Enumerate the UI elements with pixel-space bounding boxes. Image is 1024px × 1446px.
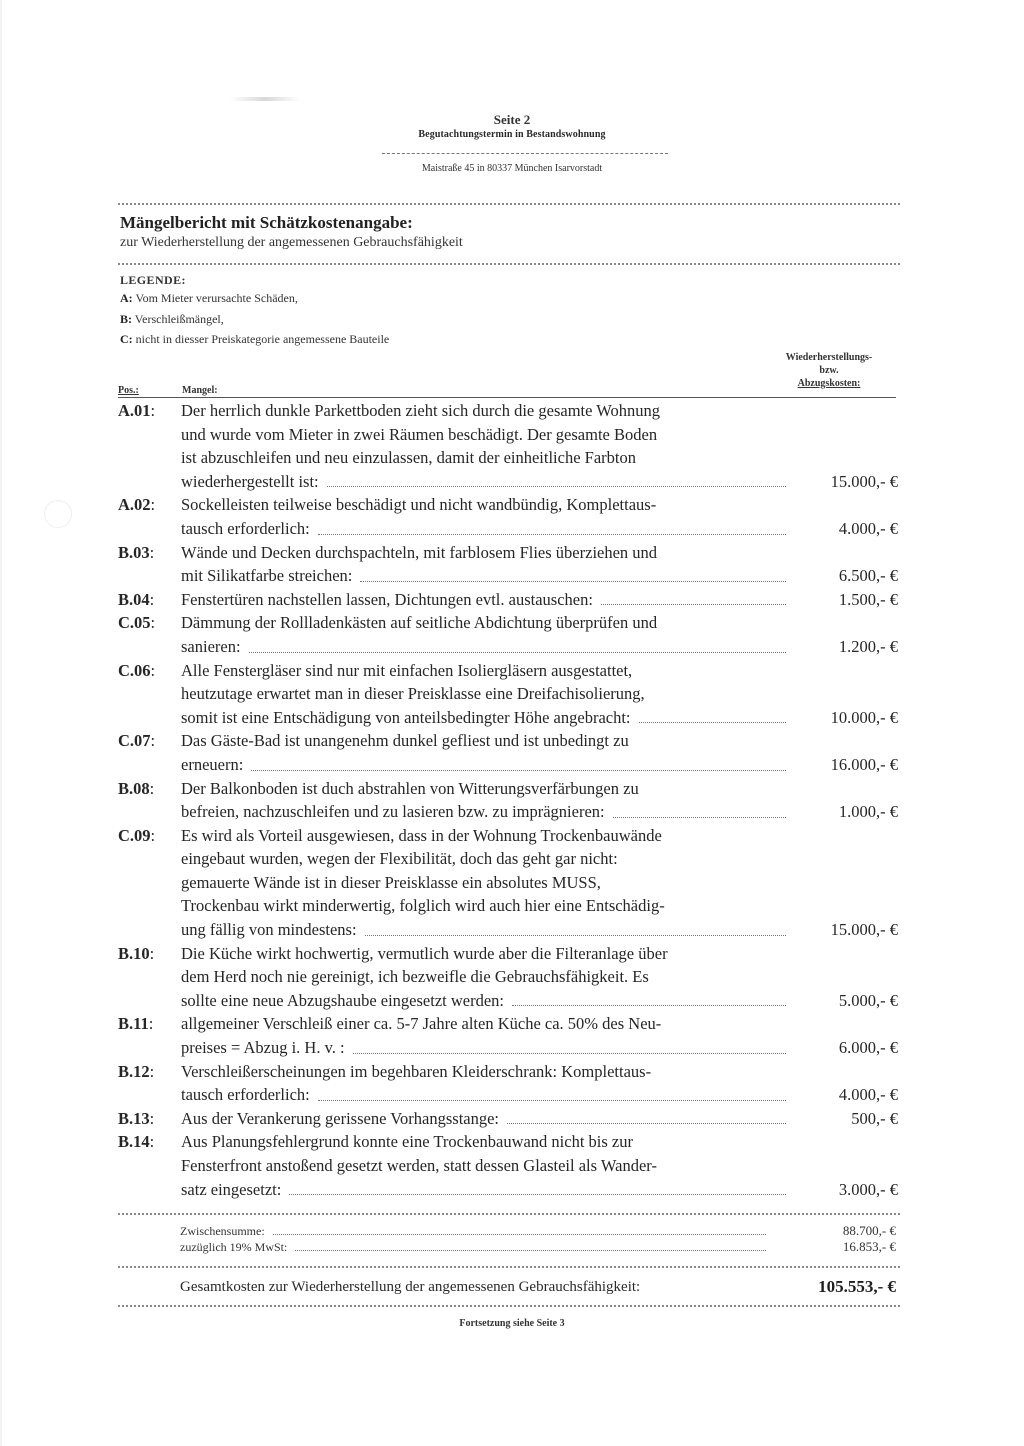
item-cost: 16.000,- € — [830, 754, 898, 774]
item-description-text: Es wird als Vorteil ausgewiesen, dass in der Wohnung Trockenbauwände — [181, 825, 662, 845]
legend-key: B: — [120, 312, 132, 326]
dot-leader — [512, 989, 786, 1007]
item-position-colon: : — [148, 1014, 154, 1034]
item-description-line — [181, 894, 788, 918]
column-header-cost-line: bzw. — [819, 365, 839, 376]
item-position-colon: : — [150, 495, 156, 515]
subtotal-row — [180, 1223, 896, 1239]
defect-item — [118, 588, 900, 612]
item-position — [118, 493, 181, 540]
dot-leader — [360, 564, 786, 582]
item-description-text: tausch erforderlich: — [181, 1085, 310, 1105]
item-position-code: C.05 — [118, 613, 151, 633]
item-cost: 6.000,- € — [838, 1038, 898, 1058]
item-position-code: B.13 — [118, 1108, 150, 1128]
item-description-text: ist abzuschleifen und neu einzulassen, damit der einheitliche Farbton — [181, 448, 636, 468]
item-description — [181, 588, 788, 612]
item-description — [181, 942, 788, 1013]
item-position-code: B.08 — [118, 778, 150, 798]
item-cost: 1.200,- € — [838, 636, 898, 656]
item-description-line — [181, 965, 788, 989]
dot-leader — [318, 517, 786, 535]
scan-artifact — [230, 97, 300, 101]
item-description — [181, 493, 788, 540]
item-position-colon: : — [149, 1108, 155, 1128]
item-description-text: Sockelleisten teilweise beschädigt und nicht wandbündig, Komplettaus- — [181, 495, 657, 515]
item-position-code: B.04 — [118, 589, 150, 609]
item-position-colon: : — [149, 1132, 155, 1152]
item-description-text: eingebaut wurden, wegen der Flexibilität, doch das geht gar nicht: — [181, 849, 618, 869]
dot-leader — [327, 470, 786, 488]
item-description-text: satz eingesetzt: — [181, 1179, 282, 1199]
defect-item — [118, 1107, 900, 1131]
item-position-code: B.12 — [118, 1061, 150, 1081]
vat-value: 16.853,- € — [842, 1239, 896, 1254]
legend-entry — [120, 291, 298, 306]
table-header-rule — [118, 397, 896, 398]
item-position — [118, 399, 181, 493]
legend-entry — [120, 332, 389, 347]
item-description-text: befreien, nachzuschleifen und zu lasieren bzw. zu imprägnieren: — [181, 802, 605, 822]
item-description-text: Aus der Verankerung gerissene Vorhangsstange: — [181, 1108, 500, 1128]
item-description-line — [181, 517, 788, 541]
column-header-cost — [760, 351, 898, 390]
item-position — [118, 1107, 181, 1131]
item-description-text: wiederhergestellt ist: — [181, 471, 319, 491]
summary-block — [180, 1223, 896, 1255]
item-position-code: C.06 — [118, 660, 151, 680]
item-description-line — [181, 423, 788, 447]
legend-title: LEGENDE: — [120, 273, 186, 287]
scan-edge — [0, 0, 2, 1446]
item-description-line — [181, 446, 788, 470]
item-description-text: gemauerte Wände ist in dieser Preisklasse ein absolutes MUSS, — [181, 872, 601, 892]
dot-leader — [365, 918, 786, 936]
defect-item — [118, 493, 900, 540]
item-position-code: B.03 — [118, 542, 150, 562]
item-description-line — [181, 1178, 788, 1202]
item-description-line — [181, 729, 788, 753]
item-description-text: Fensterfront anstoßend gesetzt werden, statt dessen Glasteil als Wander- — [181, 1156, 657, 1175]
item-description-text: somit ist eine Entschädigung von anteilsbedingter Höhe angebracht: — [181, 707, 631, 727]
item-position — [118, 588, 181, 612]
total-label: Gesamtkosten zur Wiederherstellung der angemessenen Gebrauchsfähigkeit: — [180, 1279, 641, 1295]
item-position — [118, 1130, 181, 1201]
defect-item — [118, 942, 900, 1013]
item-position-colon: : — [149, 943, 155, 963]
column-header-pos: Pos.: — [118, 385, 139, 396]
total-value: 105.553,- € — [818, 1277, 896, 1296]
dot-leader — [251, 753, 786, 771]
item-position-colon: : — [149, 542, 155, 562]
item-cost: 10.000,- € — [830, 707, 898, 727]
dot-leader — [639, 706, 786, 724]
item-description-line — [181, 706, 788, 730]
section-divider — [118, 263, 900, 265]
item-description-text: Fenstertüren nachstellen lassen, Dichtungen evtl. austauschen: — [181, 589, 593, 609]
item-description-text: Dämmung der Rollladenkästen auf seitliche Abdichtung überprüfen und — [181, 613, 658, 633]
item-cost: 4.000,- € — [838, 1085, 898, 1105]
item-description — [181, 659, 788, 730]
item-position — [118, 541, 181, 588]
item-description-text: Wände und Decken durchspachteln, mit farblosem Flies überziehen und — [181, 542, 658, 562]
dot-leader — [289, 1178, 786, 1196]
item-description — [181, 1107, 788, 1131]
defect-item — [118, 729, 900, 776]
item-description-text: allgemeiner Verschleiß einer ca. 5-7 Jahre alten Küche ca. 50% des Neu- — [181, 1014, 662, 1034]
item-description-text: Trockenbau wirkt minderwertig, folglich wird auch hier eine Entschädig- — [181, 896, 665, 916]
item-description-line — [181, 635, 788, 659]
item-description-line — [181, 1012, 788, 1036]
defect-list — [118, 399, 900, 1201]
item-description-line — [181, 800, 788, 824]
item-description-line — [181, 942, 788, 966]
item-description-text: tausch erforderlich: — [181, 518, 310, 538]
item-cost: 4.000,- € — [838, 518, 898, 538]
item-description — [181, 777, 788, 824]
item-description-line — [181, 1036, 788, 1060]
item-description-text: Der Balkonboden ist duch abstrahlen von Witterungsverfärbungen zu — [181, 778, 639, 798]
defect-item — [118, 399, 900, 493]
item-description-line — [181, 871, 788, 895]
dot-leader — [601, 588, 786, 606]
legend-text: Vom Mieter verursachte Schäden, — [135, 291, 298, 305]
header-divider — [382, 153, 668, 154]
item-description — [181, 824, 788, 942]
item-description-line — [181, 564, 788, 588]
item-position-code: C.09 — [118, 825, 151, 845]
item-description-line — [181, 399, 788, 423]
item-description-line — [181, 1060, 788, 1084]
legend-text: nicht in diesser Preiskategorie angemessene Bauteile — [135, 332, 390, 346]
defect-item — [118, 1130, 900, 1201]
item-description-line — [181, 1130, 788, 1154]
dot-leader — [295, 1250, 766, 1251]
punch-hole-mark — [44, 500, 72, 528]
item-description — [181, 399, 788, 493]
item-position-code: B.10 — [118, 943, 150, 963]
item-cost: 500,- € — [851, 1108, 898, 1128]
legend-text: Verschleißmängel, — [134, 312, 224, 326]
item-description-line — [181, 918, 788, 942]
item-description-text: Alle Fenstergläser sind nur mit einfachen Isoliergläsern ausgestattet, — [181, 660, 633, 680]
section-divider — [118, 1305, 900, 1307]
item-description-text: heutzutage erwartet man in dieser Preisklasse eine Dreifachisolierung, — [181, 684, 645, 704]
item-description-text: mit Silikatfarbe streichen: — [181, 566, 353, 586]
item-position — [118, 777, 181, 824]
item-position — [118, 611, 181, 658]
item-position-colon: : — [149, 589, 155, 609]
item-description — [181, 541, 788, 588]
vat-label: zuzüglich 19% MwSt: — [180, 1240, 288, 1254]
item-description-text: dem Herd noch nie gereinigt, ich bezweifle die Gebrauchsfähigkeit. Es — [181, 967, 649, 987]
item-description-text: Die Küche wirkt hochwertig, vermutlich wurde aber die Filteranlage über — [181, 943, 668, 963]
item-description-line — [181, 989, 788, 1013]
item-description-text: preises = Abzug i. H. v. : — [181, 1038, 345, 1058]
vat-row — [180, 1239, 896, 1255]
document-subject: Begutachtungstermin in Bestandswohnung — [418, 129, 606, 140]
section-divider — [118, 1213, 900, 1215]
item-description — [181, 611, 788, 658]
item-description-line — [181, 659, 788, 683]
defect-item — [118, 1060, 900, 1107]
dot-leader — [249, 635, 786, 653]
legend-entry — [120, 312, 224, 327]
defect-item — [118, 541, 900, 588]
item-position — [118, 1060, 181, 1107]
item-position-code: A.02 — [118, 495, 151, 515]
item-description-text: ung fällig von mindestens: — [181, 920, 357, 940]
item-description-text: Verschleißerscheinungen im begehbaren Kleiderschrank: Komplettaus- — [181, 1061, 652, 1081]
item-position — [118, 659, 181, 730]
item-position-colon: : — [150, 401, 156, 420]
item-position — [118, 942, 181, 1013]
item-description-line — [181, 611, 788, 635]
item-description-text: und wurde vom Mieter in zwei Räumen beschädigt. Der gesamte Boden — [181, 424, 658, 444]
report-title: Mängelbericht mit Schätzkostenangabe: — [120, 213, 413, 232]
column-header-cost-line: Wiederherstellungs- — [785, 352, 873, 363]
item-position-colon: : — [150, 731, 156, 751]
defect-item — [118, 824, 900, 942]
section-divider — [118, 203, 900, 205]
item-cost: 1.000,- € — [838, 802, 898, 822]
dot-leader — [353, 1036, 786, 1054]
dot-leader — [507, 1107, 786, 1125]
item-position-code: B.11 — [118, 1014, 149, 1034]
item-description-line — [181, 824, 788, 848]
item-description-line — [181, 1083, 788, 1107]
item-cost: 15.000,- € — [830, 920, 898, 940]
property-address: Maistraße 45 in 80337 München Isarvorstadt — [421, 163, 603, 174]
continuation-note: Fortsetzung siehe Seite 3 — [459, 1318, 565, 1329]
legend-key: A: — [120, 291, 133, 305]
item-description-text: sollte eine neue Abzugshaube eingesetzt werden: — [181, 990, 505, 1010]
item-description-line — [181, 470, 788, 494]
item-position-code: C.07 — [118, 731, 151, 751]
report-subtitle: zur Wiederherstellung der angemessenen Gebrauchsfähigkeit — [120, 235, 463, 250]
item-description-text: Der herrlich dunkle Parkettboden zieht sich durch die gesamte Wohnung — [181, 401, 661, 420]
item-position-code: B.14 — [118, 1132, 150, 1152]
item-position — [118, 1012, 181, 1059]
item-position-colon: : — [150, 825, 156, 845]
item-description-line — [181, 847, 788, 871]
item-description-line — [181, 682, 788, 706]
item-description-line — [181, 541, 788, 565]
item-cost: 5.000,- € — [838, 990, 898, 1010]
item-position-colon: : — [150, 613, 156, 633]
item-description-line — [181, 1154, 788, 1178]
item-cost: 1.500,- € — [838, 589, 898, 609]
item-description-text: erneuern: — [181, 754, 244, 774]
item-description — [181, 1060, 788, 1107]
legend-key: C: — [120, 332, 133, 346]
subtotal-value: 88.700,- € — [842, 1223, 896, 1238]
item-position-code: A.01 — [118, 401, 151, 420]
item-description-text: sanieren: — [181, 636, 241, 656]
subtotal-label: Zwischensumme: — [180, 1224, 265, 1238]
item-description — [181, 729, 788, 776]
dot-leader — [613, 800, 786, 818]
item-position-colon: : — [149, 778, 155, 798]
column-header-mangel: Mangel: — [182, 385, 218, 396]
defect-item — [118, 1012, 900, 1059]
item-position — [118, 824, 181, 942]
defect-item — [118, 777, 900, 824]
item-cost: 15.000,- € — [830, 471, 898, 491]
item-description-line — [181, 753, 788, 777]
dot-leader — [318, 1083, 786, 1101]
item-cost: 3.000,- € — [838, 1179, 898, 1199]
item-cost: 6.500,- € — [838, 566, 898, 586]
item-description-text: Das Gäste-Bad ist unangenehm dunkel gefliest und ist unbedingt zu — [181, 731, 629, 751]
item-description-line — [181, 588, 788, 612]
item-position-colon: : — [150, 660, 156, 680]
item-description-line — [181, 777, 788, 801]
item-description-text: Aus Planungsfehlergrund konnte eine Trockenbauwand nicht bis zur — [181, 1132, 633, 1152]
defect-item — [118, 611, 900, 658]
section-divider — [118, 1266, 900, 1268]
dot-leader — [273, 1234, 766, 1235]
page-label: Seite 2 — [493, 112, 531, 127]
item-description — [181, 1012, 788, 1059]
item-description-line — [181, 1107, 788, 1131]
item-description-line — [181, 493, 788, 517]
item-position — [118, 729, 181, 776]
column-header-cost-line: Abzugskosten: — [797, 378, 861, 389]
defect-item — [118, 659, 900, 730]
item-position-colon: : — [149, 1061, 155, 1081]
item-description — [181, 1130, 788, 1201]
